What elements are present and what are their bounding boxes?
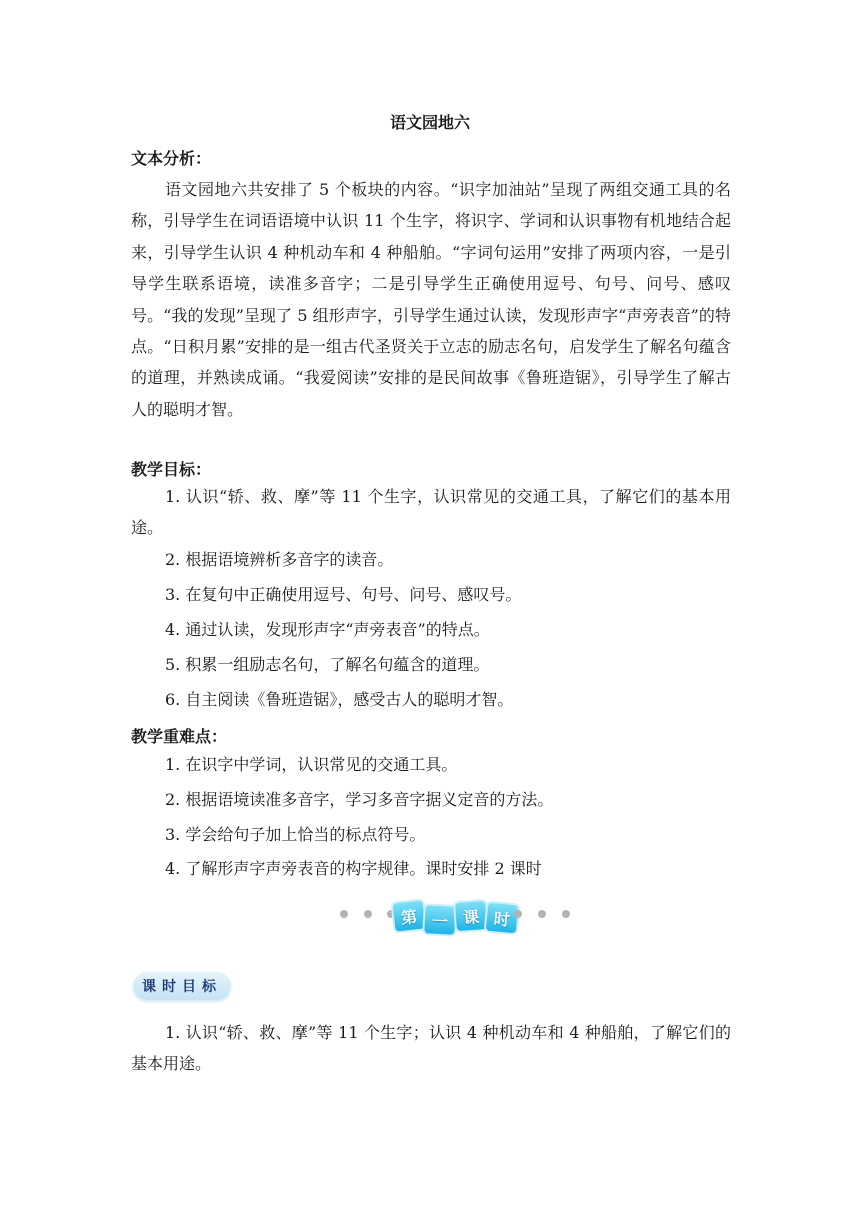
key-point-item-3: 3. 学会给句子加上恰当的标点符号。 — [165, 825, 426, 844]
banner-dot-icon — [340, 910, 348, 918]
analysis-heading: 文本分析： — [131, 149, 212, 168]
objective-item-2: 2. 根据语境辨析多音字的读音。 — [165, 550, 394, 569]
objective-item-5: 5. 积累一组励志名句，了解名句蕴含的道理。 — [165, 655, 490, 674]
objective-item-6: 6. 自主阅读《鲁班造锯》，感受古人的聪明才智。 — [165, 690, 514, 709]
analysis-paragraph: 语文园地六共安排了 5 个板块的内容。“识字加油站”呈现了两组交通工具的名称，引导学生在词语语境中认识 11 个生字，将识字、学词和认识事物有机地结合起来，引导学生认识 4 种机动车和 4 种船舶。“字词句运用”安排了两项内容，一是引导学生联系语境，读准多音字；二是引导学生正确使用逗号、句号、问号、感叹号。“我的发现”呈现了 5 组形声字，引导学生通过认读，发现形声字“声旁表音”的特点。“日积月累”安排的是一组古代圣贤关于立志的励志名句，启发学生了解名句蕴含的道理，并熟读成诵。“我爱阅读”安排的是民间故事《鲁班造锯》，引导学生了解古人的聪明才智。 — [131, 180, 731, 419]
objectives-heading: 教学目标： — [131, 460, 212, 479]
key-point-item-2: 2. 根据语境读准多音字，学习多音字据义定音的方法。 — [165, 790, 554, 809]
key-point-item-4: 4. 了解形声字声旁表音的构字规律。课时安排 2 课时 — [165, 859, 542, 878]
objective-item-1: 1. 认识“轿、救、摩”等 11 个生字，认识常见的交通工具，了解它们的基本用途。 — [131, 487, 731, 537]
lesson-goal-tag: 课时目标 — [133, 972, 231, 1000]
key-point-item-1: 1. 在识字中学词，认识常见的交通工具。 — [165, 755, 458, 774]
lesson-badge-char: 时 — [485, 903, 517, 934]
lesson-badge-char: 课 — [455, 901, 487, 931]
objective-item-3: 3. 在复句中正确使用逗号、句号、问号、感叹号。 — [165, 585, 522, 604]
lesson-badge-char: 第 — [392, 901, 425, 932]
goal-item-1: 1. 认识“轿、救、摩”等 11 个生字；认识 4 种机动车和 4 种船舶，了解它们的基本用途。 — [131, 1023, 731, 1073]
objective-item-4: 4. 通过认读，发现形声字“声旁表音”的特点。 — [165, 620, 490, 639]
lesson-badge — [393, 899, 517, 933]
lesson-badge-char: 一 — [424, 905, 455, 935]
banner-dot-icon — [538, 910, 546, 918]
key-points-heading: 教学重难点： — [131, 727, 228, 746]
banner-dot-icon — [514, 910, 522, 918]
lesson-banner — [330, 896, 580, 936]
banner-dot-icon — [364, 910, 372, 918]
banner-dot-icon — [562, 910, 570, 918]
page-title: 语文园地六 — [389, 113, 470, 132]
